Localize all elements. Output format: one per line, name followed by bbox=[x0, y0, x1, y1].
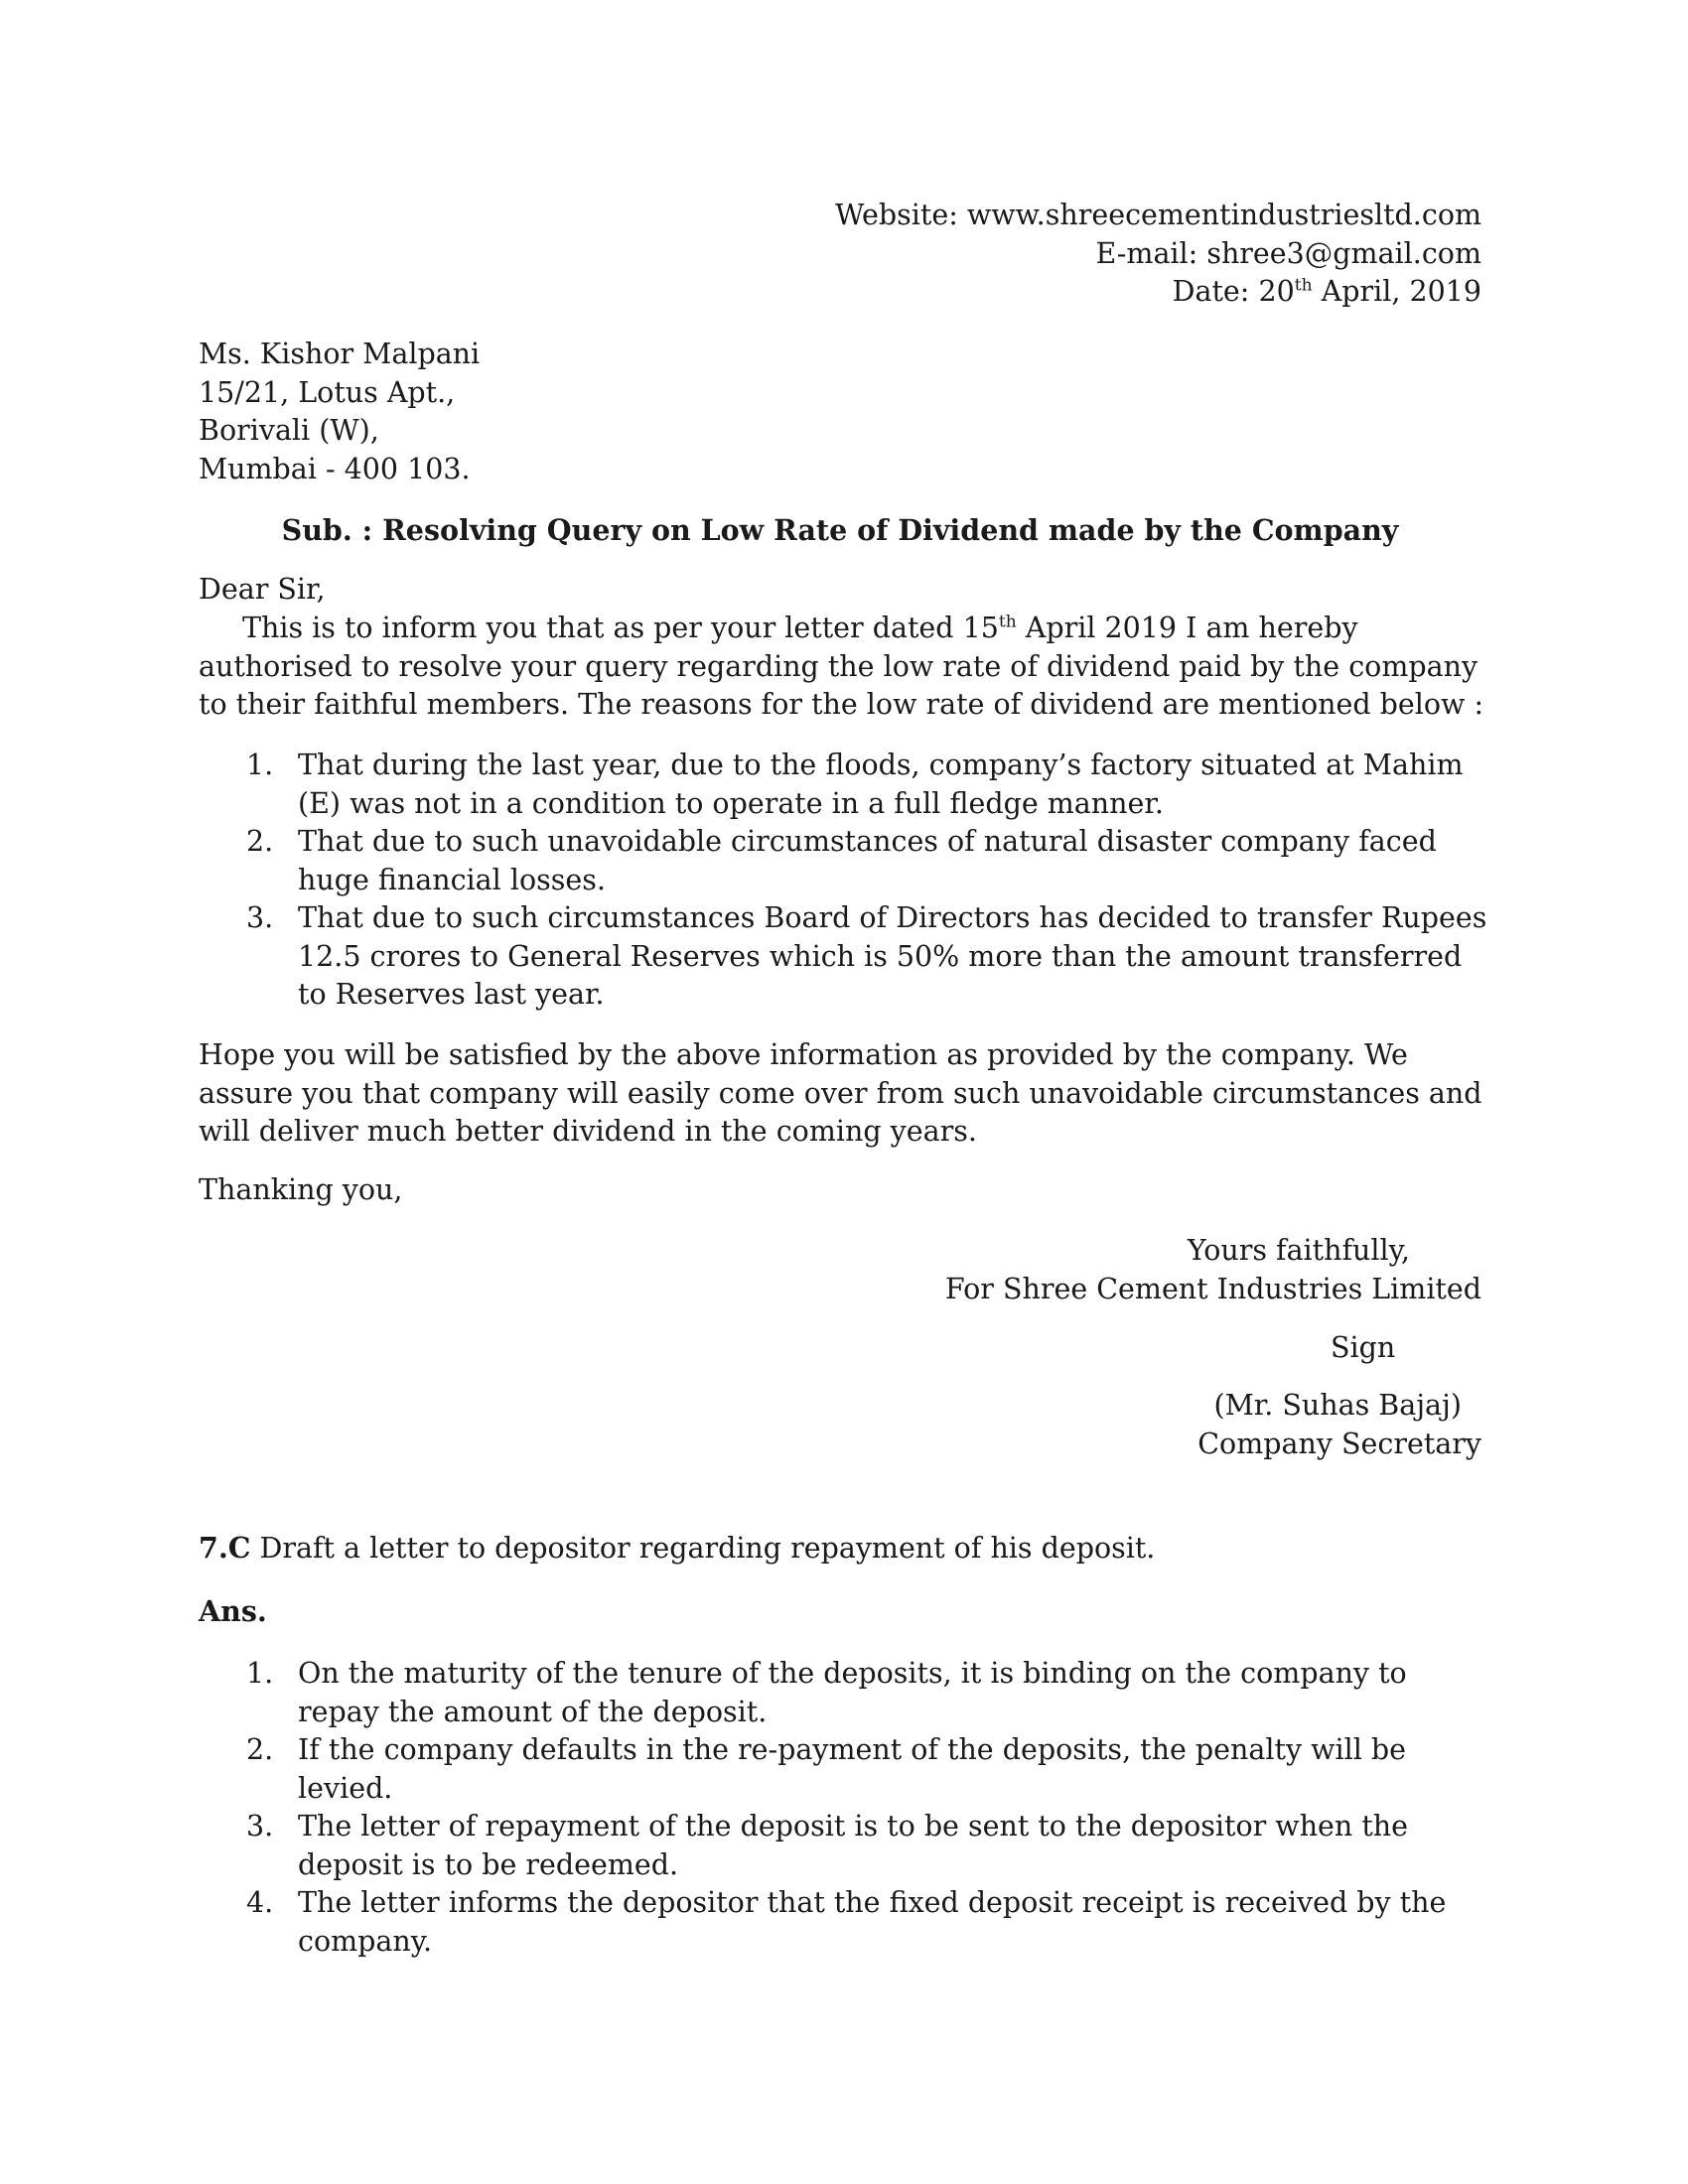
list-number: 2. bbox=[246, 1733, 274, 1766]
list-item-text: That due to such unavoidable circumstances of natural disaster company faced huge financial losses. bbox=[298, 825, 1437, 896]
date-ordinal: th bbox=[1294, 275, 1313, 296]
signatory-block bbox=[985, 1387, 1481, 1463]
list-item bbox=[199, 899, 1489, 1015]
intro-ordinal: th bbox=[998, 612, 1017, 632]
salutation: Dear Sir, bbox=[199, 573, 326, 606]
signatory-name: (Mr. Suhas Bajaj) bbox=[1213, 1389, 1462, 1422]
list-item-text: That due to such circumstances Board of Directors has decided to transfer Rupees 12.5 crores to General Reserves which is 50% more than the amount transferred to Reserves last year. bbox=[298, 901, 1487, 1011]
signatory-title: Company Secretary bbox=[1197, 1427, 1481, 1460]
list-item bbox=[199, 1808, 1489, 1884]
recipient-address-line: 15/21, Lotus Apt., bbox=[199, 375, 456, 409]
recipient-address-line: Borivali (W), bbox=[199, 414, 379, 447]
list-item bbox=[199, 1884, 1489, 1961]
answer-label: Ans. bbox=[199, 1594, 267, 1628]
list-item bbox=[199, 1655, 1489, 1731]
date-prefix: Date: 20 bbox=[1172, 275, 1295, 308]
list-number: 3. bbox=[246, 901, 274, 934]
list-item-text: The letter informs the depositor that the fixed deposit receipt is received by the company. bbox=[298, 1886, 1447, 1958]
recipient-name: Ms. Kishor Malpani bbox=[199, 338, 481, 370]
thanking-line: Thanking you, bbox=[199, 1173, 403, 1206]
website-line: Website: www.shreecementindustriesltd.com bbox=[835, 199, 1481, 231]
date-suffix: April, 2019 bbox=[1312, 275, 1481, 308]
recipient-address bbox=[199, 336, 480, 488]
list-number: 2. bbox=[246, 825, 274, 858]
list-item-text: If the company defaults in the re-payment of the deposits, the penalty will be levied. bbox=[298, 1733, 1407, 1805]
subject-line: Sub. : Resolving Query on Low Rate of Dividend made by the Company bbox=[281, 513, 1399, 547]
question-heading bbox=[199, 1529, 1155, 1569]
yours-faithfully: Yours faithfully, bbox=[1187, 1234, 1410, 1267]
sender-header bbox=[687, 197, 1481, 312]
list-number: 1. bbox=[246, 749, 274, 781]
list-item-text: On the maturity of the tenure of the deposits, it is binding on the company to repay the amount of the deposit. bbox=[298, 1657, 1407, 1728]
signature-placeholder: Sign bbox=[1331, 1331, 1396, 1364]
company-name: For Shree Cement Industries Limited bbox=[944, 1272, 1481, 1305]
list-item-text: The letter of repayment of the deposit is to be sent to the depositor when the deposit is to be redeemed. bbox=[298, 1810, 1408, 1881]
answers-list bbox=[199, 1655, 1489, 1961]
reasons-list bbox=[199, 747, 1489, 1015]
email-line: E-mail: shree3@gmail.com bbox=[1095, 236, 1481, 270]
list-item-text: That during the last year, due to the floods, company’s factory situated at Mahim (E) was not in a condition to operate in a full fledge manner. bbox=[298, 749, 1464, 820]
date-line bbox=[687, 273, 1481, 312]
recipient-address-line: Mumbai - 400 103. bbox=[199, 452, 471, 485]
list-number: 3. bbox=[246, 1810, 274, 1843]
intro-text: This is to inform you that as per your letter dated 15 bbox=[242, 612, 999, 644]
intro-text: April 2019 I am hereby authorised to resolve your query regarding the low rate of dividend paid by the company to their faithful members. The reasons for the low rate of dividend are mentioned below : bbox=[199, 612, 1484, 721]
list-item bbox=[199, 1731, 1489, 1808]
list-number: 1. bbox=[246, 1657, 274, 1690]
closing-paragraph: Hope you will be satisfied by the above information as provided by the company. We assure you that company will easily come over from such unavoidable circumstances and will deliver much better dividend in the coming years. bbox=[199, 1038, 1482, 1148]
question-text: Draft a letter to depositor regarding repayment of his deposit. bbox=[250, 1532, 1156, 1565]
intro-paragraph bbox=[199, 610, 1489, 725]
question-number: 7.C bbox=[199, 1531, 251, 1565]
signoff-block bbox=[786, 1232, 1481, 1308]
list-item bbox=[199, 823, 1489, 899]
list-item bbox=[199, 747, 1489, 823]
list-number: 4. bbox=[246, 1886, 274, 1919]
